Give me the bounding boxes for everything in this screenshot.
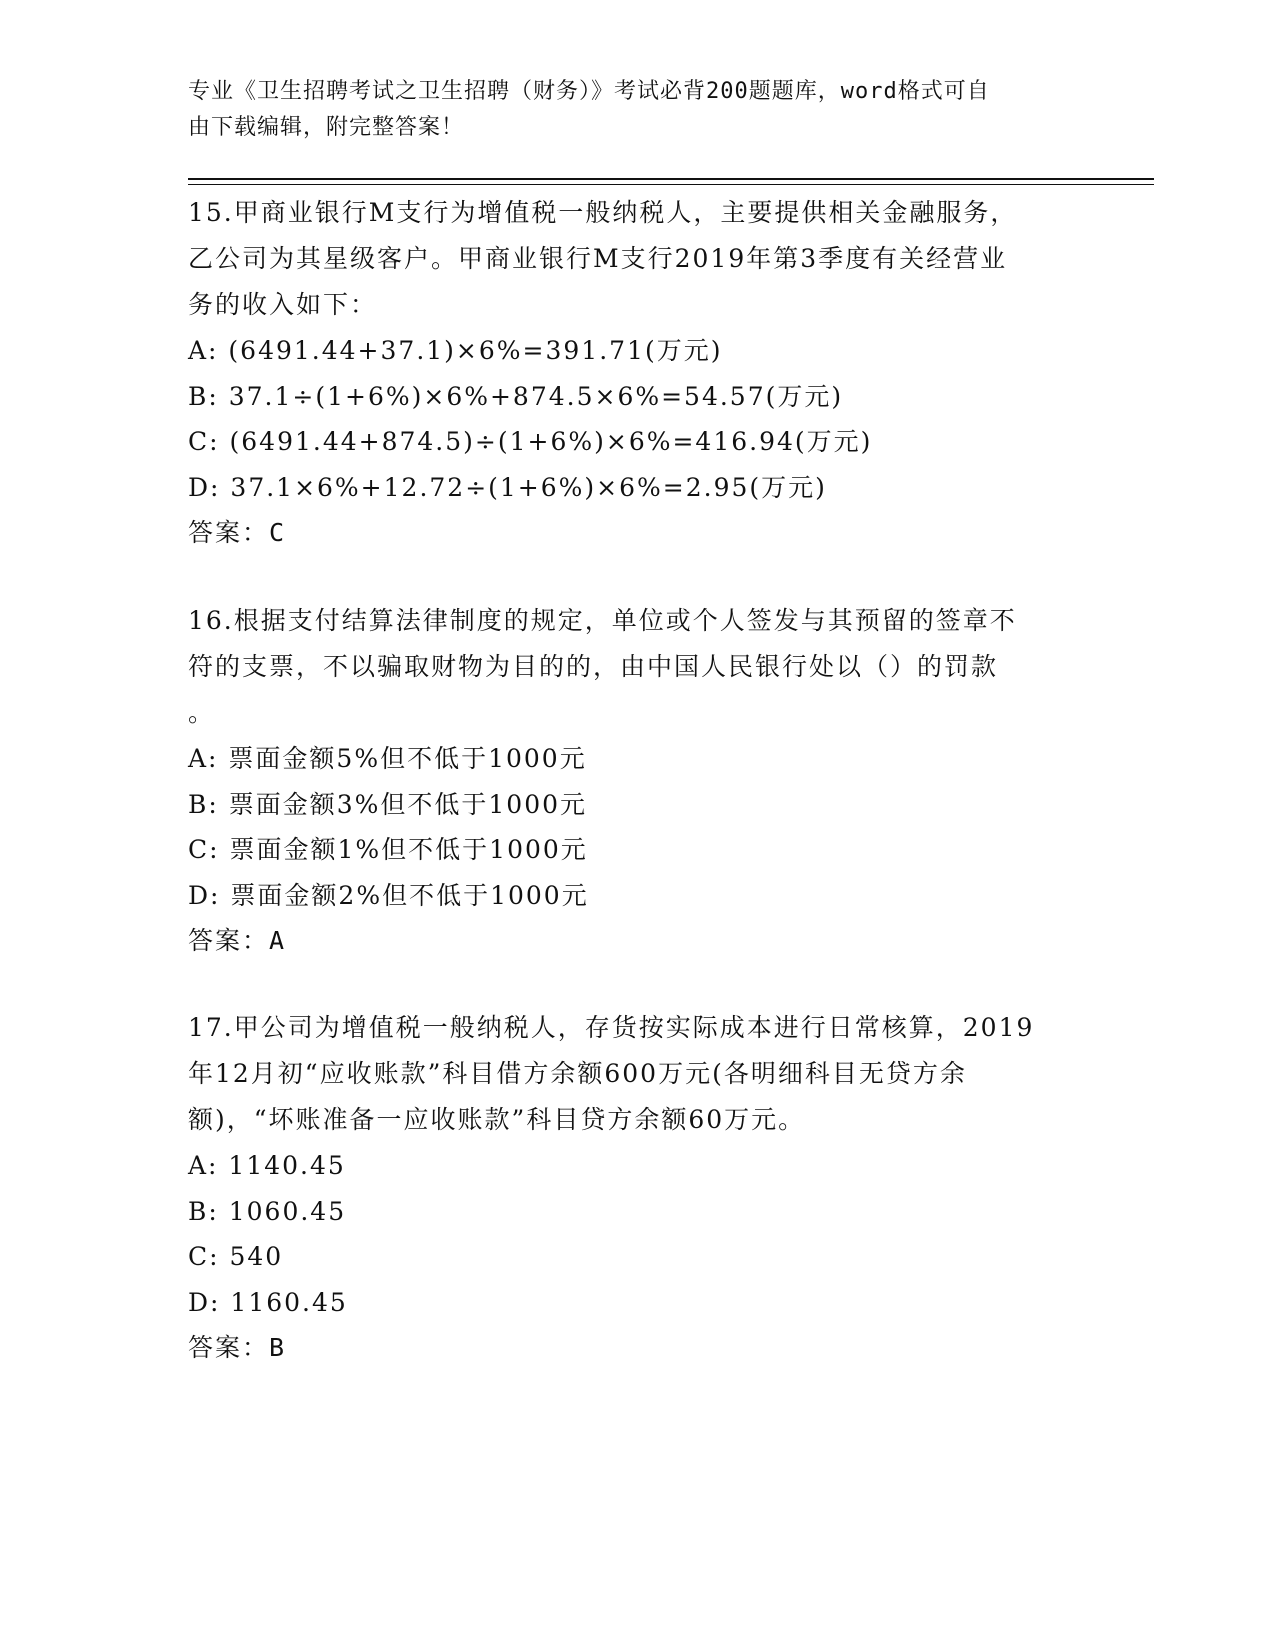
answer-label: 答案：A: [188, 926, 287, 955]
question-stem-line: 额)，“坏账准备一应收账款”科目贷方余额60万元。: [188, 1105, 806, 1134]
question-stem-line: 务的收入如下：: [188, 290, 378, 319]
question-stem-line: 16.根据支付结算法律制度的规定，单位或个人签发与其预留的签章不: [188, 606, 1017, 635]
header-divider-thin: [188, 184, 1154, 185]
option-d: D: 1160.45: [188, 1287, 348, 1317]
option-d: D: 37.1×6%+12.72÷(1+6%)×6%=2.95(万元): [188, 472, 827, 502]
answer-label: 答案：C: [188, 518, 287, 547]
question-17: [188, 1005, 1088, 1371]
header-line-1: 专业《卫生招聘考试之卫生招聘（财务）》考试必背200题题库，word格式可自: [188, 79, 990, 104]
option-b: B: 37.1÷(1+6%)×6%+874.5×6%=54.57(万元): [188, 381, 844, 411]
question-stem-line: 。: [188, 698, 216, 727]
option-b: B: 1060.45: [188, 1196, 347, 1226]
question-stem-line: 15.甲商业银行M支行为增值税一般纳税人，主要提供相关金融服务，: [188, 198, 1018, 227]
question-stem-line: 乙公司为其星级客户。甲商业银行M支行2019年第3季度有关经营业: [188, 244, 1008, 273]
option-a: A: 1140.45: [188, 1151, 346, 1180]
option-c: C: 票面金额1%但不低于1000元: [188, 835, 588, 864]
option-a: A: (6491.44+37.1)×6%=391.71(万元): [188, 336, 723, 365]
question-stem-line: 符的支票，不以骗取财物为目的的，由中国人民银行处以（）的罚款: [188, 652, 999, 681]
question-15: [188, 190, 1088, 556]
question-stem-line: 年12月初“应收账款”科目借方余额600万元(各明细科目无贷方余: [188, 1059, 967, 1088]
header-divider-thick: [188, 178, 1154, 180]
option-c: C: 540: [188, 1242, 284, 1271]
question-16: [188, 598, 1088, 964]
answer-label: 答案：B: [188, 1333, 287, 1362]
option-d: D: 票面金额2%但不低于1000元: [188, 880, 589, 910]
document-header: [188, 74, 1068, 146]
option-c: C: (6491.44+874.5)÷(1+6%)×6%=416.94(万元): [188, 427, 873, 456]
option-b: B: 票面金额3%但不低于1000元: [188, 789, 588, 819]
question-stem-line: 17.甲公司为增值税一般纳税人，存货按实际成本进行日常核算，2019: [188, 1013, 1035, 1042]
option-a: A: 票面金额5%但不低于1000元: [188, 744, 587, 773]
header-line-2: 由下载编辑，附完整答案！: [188, 115, 465, 140]
